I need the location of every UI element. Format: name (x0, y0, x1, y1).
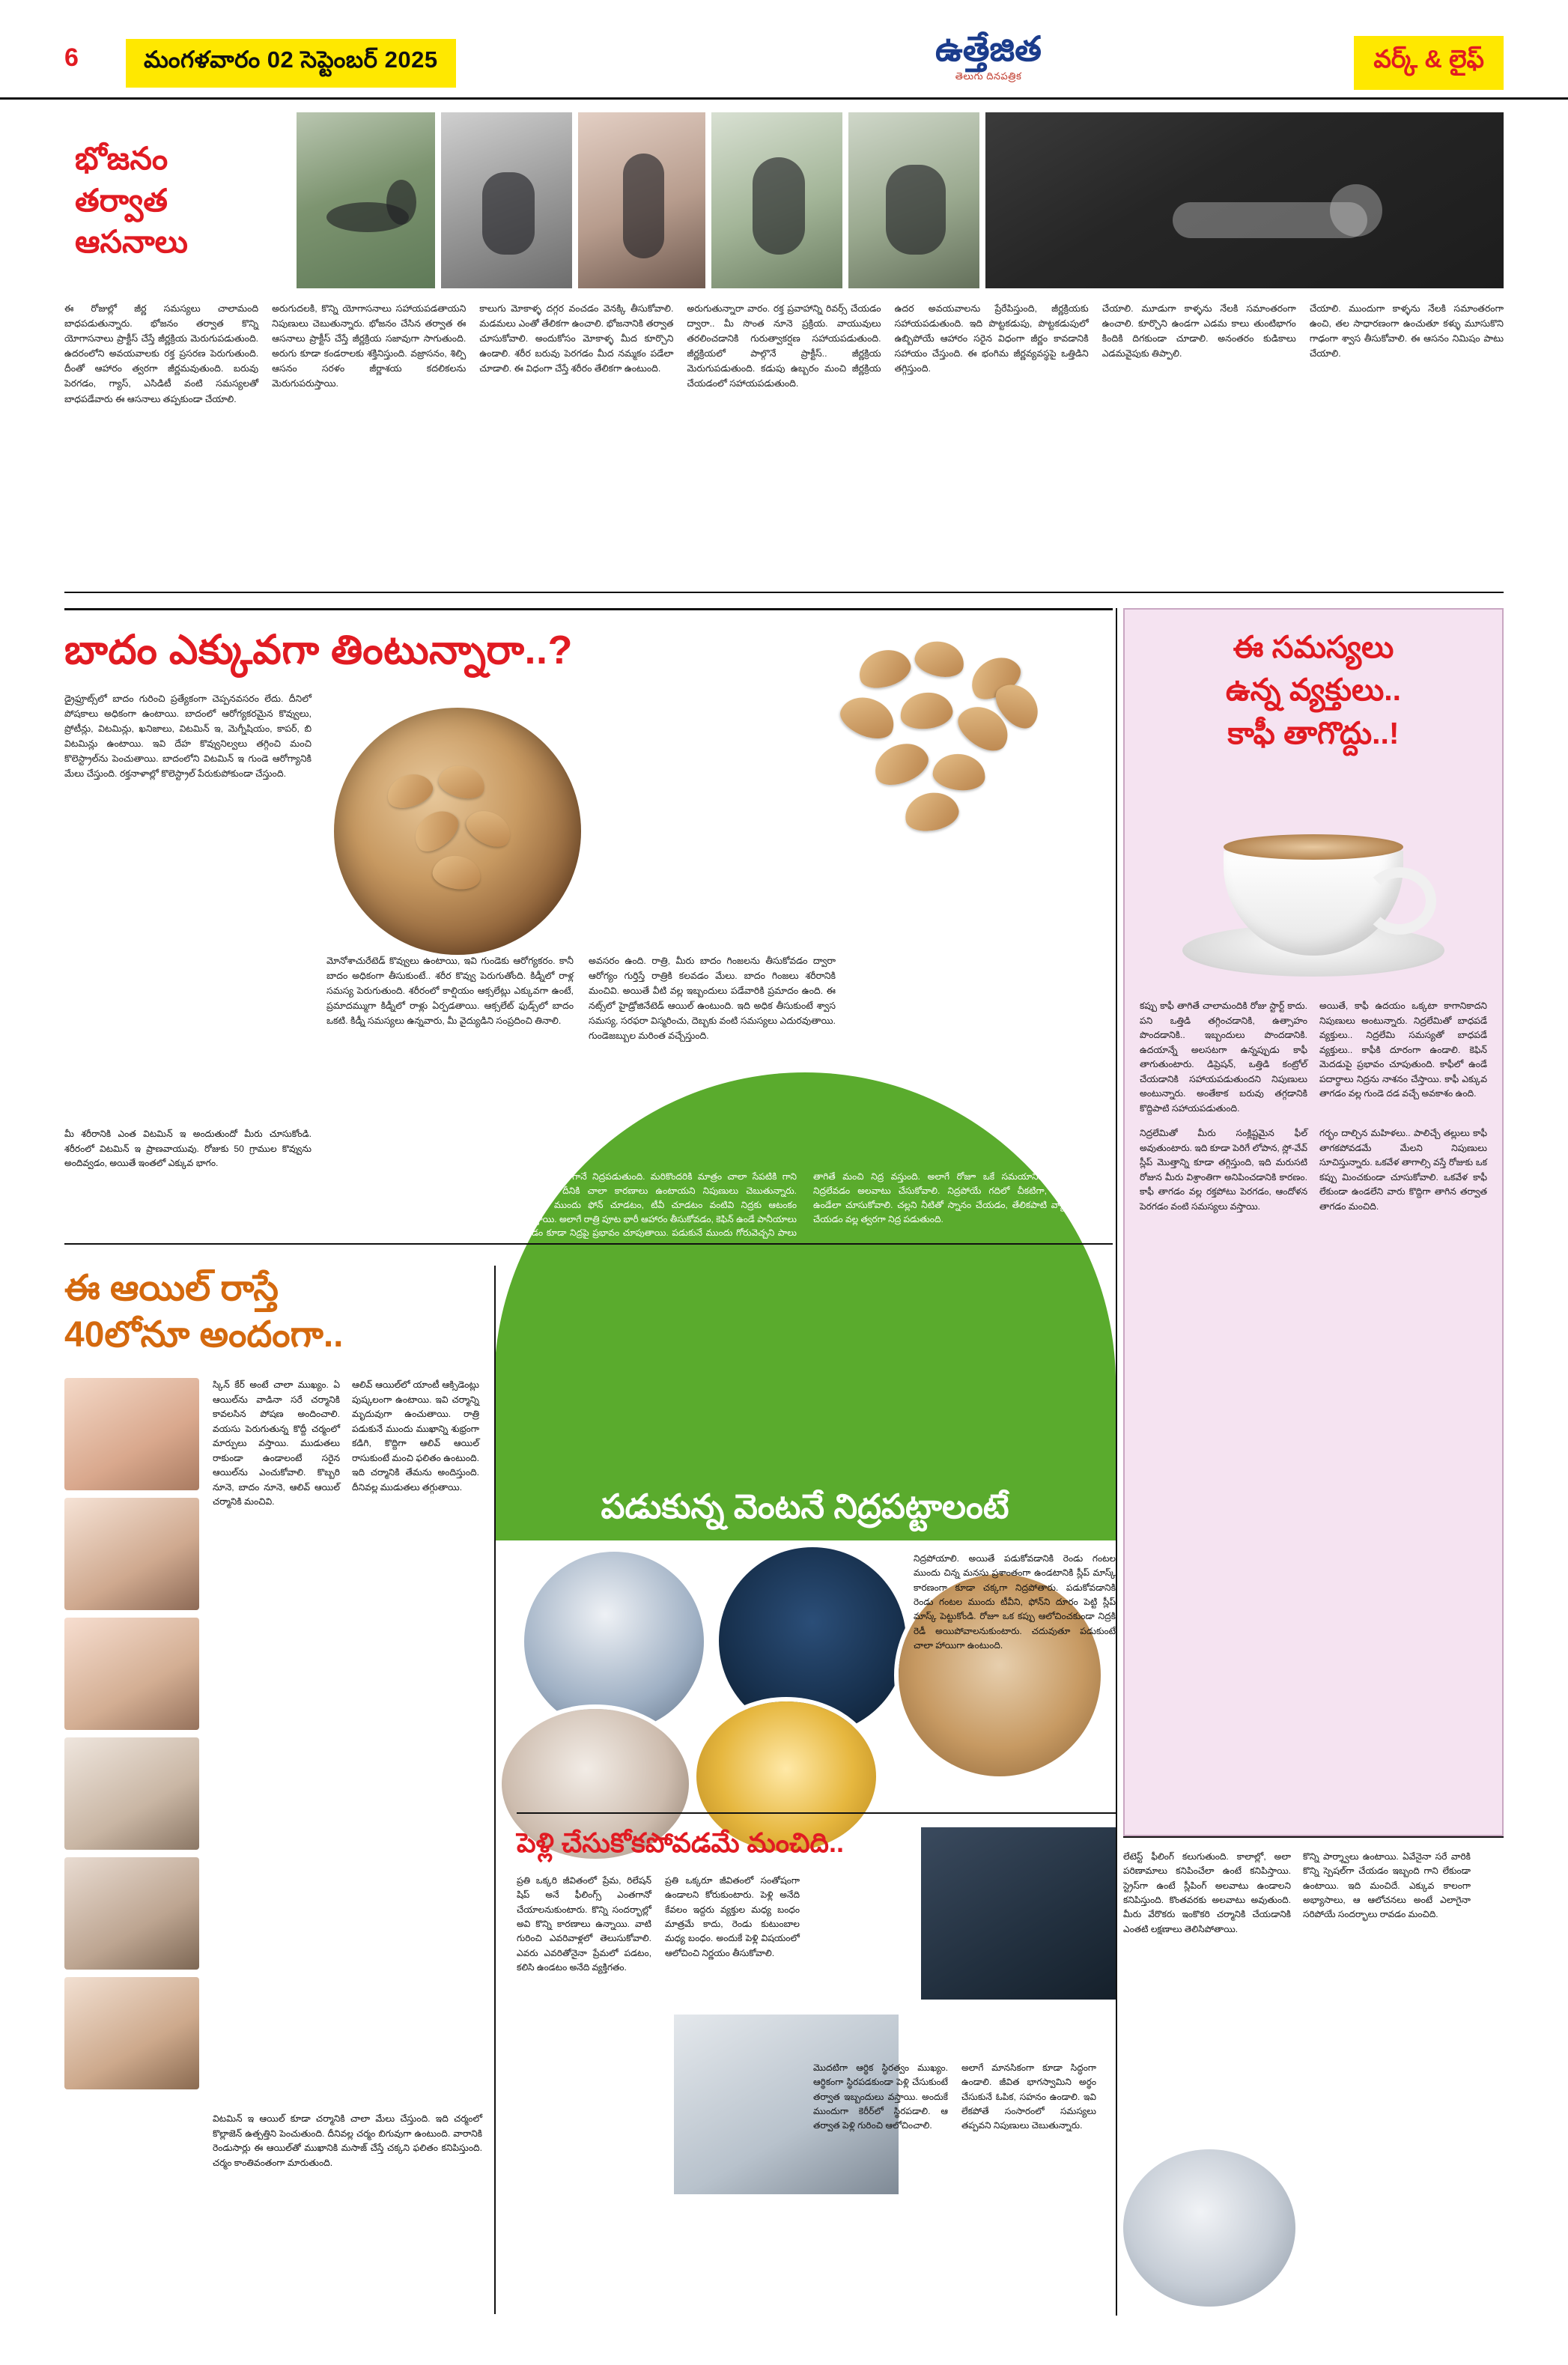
coffee-col-1: కప్పు కాఫీ తాగితే చాలామందికి రోజు స్టార్ట్ కాదు. పని ఒత్తిడి తగ్గించడానికి, ఉత్సాహం పొందడానికి.. ఇబ్బందులు పొందడానికి. ఉదయాన్నే అలసటగా ఉన్నప్పుడు కాఫీ తాగుతుంటారు. డిప్రెషన్, ఒత్తిడి కంట్రోల్ చేయడానికి సహాయపడుతుందని నిపుణులు అంటున్నారు. అంతేకాక బరువు తగ్గడానికి కొద్దిపాటి సహాయపడుతుంది. (1140, 1001, 1307, 1114)
yoga-headline-line1: భోజనం (75, 141, 168, 177)
sleep-article (494, 1072, 1116, 1836)
page-number: 6 (64, 43, 79, 72)
yoga-col-7: చేయాలి. ముందుగా కాళ్ళను నేలకి సమాంతరంగా ఉంచి, తల సాధారణంగా ఉంచుతూ కళ్ళు మూసుకొని గాఢంగా శ్వాస తీసుకోవాలి. ఈ ఆసనం నిమిషం పాటు చేయాలి. (1309, 303, 1504, 359)
almond-col-1: డ్రైఫ్రూట్స్‌లో బాదం గురించి ప్రత్యేకంగా చెప్పనవసరం లేదు. దీనిలో పోషకాలు అధికంగా ఉంటాయి. బాదంలో ఆరోగ్యకరమైన కొవ్వులు, ప్రోటీన్లు, విటమిన్లు, ఖనిజాలు, విటమిన్ ఇ, మెగ్నీషియం, కాపర్, బి విటమిన్లు ఉంటాయి. ఇవి దేహ కొవ్వునిల్వలు తగ్గించి మంచి కొలెస్ట్రాల్‌ను పెంచుతాయి. బాదంలోని విటమిన్ ఇ గుండె ఆరోగ్యానికి మేలు చేస్తుంది. రక్తనాళాల్లో కొలెస్ట్రాల్ పేరుకుపోకుండా చేస్తుంది. (64, 693, 312, 780)
oil-col-1: స్కిన్ కేర్ అంటే చాలా ముఖ్యం. ఏ ఆయిల్‌ను వాడినా సరే చర్మానికి కావలసిన పోషణ అందించాలి. వయసు పెరుగుతున్న కొద్దీ చర్మంలో మార్పులు వస్తాయి. ముడుతలు రాకుండా ఉండాలంటే సరైన ఆయిల్‌ను ఎంచుకోవాలి. కొబ్బరి నూనె, బాదం నూనె, ఆలివ్ ఆయిల్ చర్మానికి మంచివి. (213, 1379, 340, 1508)
oil-article (64, 1266, 484, 2314)
section-tag: వర్క్ & లైఫ్ (1354, 36, 1504, 90)
sleep-circle-text: కొందరికి పడుకోగానే నిద్రపడుతుంది. మరికొందరికి మాత్రం చాలా సేపటికి గాని నిద్రపట్టదు. దీనికి చాలా కారణాలు ఉంటాయని నిపుణులు చెబుతున్నారు. పడుకునే ముందు ఫోన్ చూడటం, టీవీ చూడటం వంటివి నిద్రకు ఆటంకం కలిగిస్తాయి. అలాగే రాత్రి పూట భారీ ఆహారం తీసుకోవడం, కెఫిన్ ఉండే పానీయాలు తాగడం కూడా నిద్రపై ప్రభావం చూపుతాయి. పడుకునే ముందు గోరువెచ్చని పాలు తాగితే మంచి నిద్ర వస్తుంది. అలాగే రోజూ ఒకే సమయానికి పడుకోవడం, నిద్రలేవడం అలవాటు చేసుకోవాలి. నిద్రపోయే గదిలో చీకటిగా, ప్రశాంతంగా ఉండేలా చూసుకోవాలి. చల్లని నీటితో స్నానం చేయడం, తేలికపాటి వ్యాయామం చేయడం వల్ల త్వరగా నిద్ర పడుతుంది. (517, 1171, 1093, 1239)
brand-name: ఉత్తేజిత (935, 29, 1042, 68)
marriage-col-4: అలాగే మానసికంగా కూడా సిద్ధంగా ఉండాలి. జీవిత భాగస్వామిని అర్థం చేసుకునే ఓపిక, సహనం ఉండాలి. ఇవి లేకపోతే సంసారంలో సమస్యలు తప్పవని నిపుణులు చెబుతున్నారు. (961, 2062, 1096, 2131)
yoga-photo-row (297, 112, 1504, 288)
coffee-col-2: అయితే, కాఫీ ఉదయం ఒక్కటా కాగానికాదని నిపుణులు అంటున్నారు. నిద్రలేమితో బాధపడే వ్యక్తులు.. నిద్రలేమి సమస్యతో బాధపడే వ్యక్తులు.. కాఫీకి దూరంగా ఉండాలి. కెఫిన్ మెదడుపై ప్రభావం చూపుతుంది. కాఫీలో ఉండే పదార్థాలు నిద్రను నాశనం చేస్తాయి. కాఫీ ఎక్కువ తాగడం వల్ల గుండె దడ వచ్చే అవకాశం ఉంది. (1319, 1001, 1487, 1099)
sleep-banner (494, 1481, 1116, 1540)
yoga-photo-3 (578, 112, 705, 288)
yoga-col-5: ఉదర అవయవాలను ప్రేరేపిస్తుంది, జీర్ణక్రియకు సహాయపడుతుంది. ఇది పొట్టకడుపు, పొట్టకడుపులో ఉబ్బిపోయే ఆహారం సరైన విధంగా జీర్ణం కావడానికి సహాయం చేస్తుంది. ఈ భంగిమ జీర్ణవ్యవస్థపై ఒత్తిడిని తగ్గిస్తుంది. (894, 303, 1089, 374)
coffee-body-top (1140, 999, 1487, 1116)
oil-body (64, 1378, 484, 2097)
bottom-right-col-1: లేటెస్ట్ ఫీలింగ్ కలుగుతుంది. కాలాల్లో, అలా పరిణామాలు కనిపించేలా ఉంటే కనిపిస్తాయి. స్ట్రెస్‌గా ఉంటే స్లీపింగ్ అలవాటు ఉండాలని కనిపిస్తుంది. కొంతవరకు అలవాటు అవుతుంది. మీరు వేరొకరు ఇంకొకరి చర్మానికి చేయడానికి ఎంతటి లక్షణాలు తెలిసిపోతాయి. (1123, 1851, 1291, 1934)
yoga-photo-6-wide (985, 112, 1504, 288)
yoga-photo-2 (441, 112, 572, 288)
yoga-photo-4 (711, 112, 842, 288)
latte-art-shape (1224, 834, 1403, 860)
masthead (0, 0, 1568, 100)
coffee-headline (1140, 626, 1487, 755)
brand-subtitle: తెలుగు దినపత్రిక (955, 70, 1022, 82)
yoga-headline-line3: ఆసనాలు (75, 224, 188, 260)
oil-photo-3 (64, 1618, 199, 1730)
yoga-headline-line2: తర్వాత (75, 182, 168, 218)
oil-headline-line1: ఈ ఆయిల్ రాస్తే (64, 1269, 279, 1308)
yoga-photo-1 (297, 112, 435, 288)
sleep-green-circle (494, 1072, 1116, 1492)
coffee-body-bottom (1140, 1126, 1487, 1214)
oil-photo-4 (64, 1737, 199, 1850)
yoga-col-2: అరుగుదలకి, కొన్ని యోగాసనాలు సహాయపడతాయని నిపుణులు చెబుతున్నారు. భోజనం చేసిన తర్వాత ఈ ఆసనాలు ప్రాక్టీస్ చేస్తే జీర్ణక్రియ సజావుగా సాగుతుంది. అరుగు కూడా కండరాలకు శక్తినిస్తుంది. వజ్రాసనం, శిల్పి ఆసనం సరళం జీర్ణాశయ కదలికలను మెరుగుపరుస్తాయి. (272, 303, 467, 389)
yoga-photo-band (64, 112, 1504, 292)
oil-col-2: ఆలివ్ ఆయిల్‌లో యాంటీ ఆక్సిడెంట్లు పుష్కలంగా ఉంటాయి. ఇవి చర్మాన్ని మృదువుగా ఉంచుతాయి. రాత్రి పడుకునే ముందు ముఖాన్ని శుభ్రంగా కడిగి, కొద్దిగా ఆలివ్ ఆయిల్ రాసుకుంటే మంచి ఫలితం ఉంటుంది. ఇది చర్మానికి తేమను అందిస్తుంది. దీనివల్ల ముడుతలు తగ్గుతాయి. (352, 1379, 479, 1493)
coffee-col-3: నిద్రలేమితో మీరు సంక్లిష్టమైన ఫీల్ అవుతుంటారు. ఇది కూడా పెరిగే లోపాన, స్లో-వేవ్ స్లీప్ మొత్తాన్ని కూడా తగ్గిస్తుంది, ఇది మరుసటి రోజున మీరు విశ్రాంతిగా అనిపించడానికి కారణం. కాఫీ తాగడం వల్ల రక్తపోటు పెరగడం, ఆందోళన పెరగడం వంటి సమస్యలు వస్తాయి. (1140, 1128, 1307, 1212)
almond-body (64, 691, 1113, 1044)
marriage-article (517, 1827, 1116, 2322)
coffee-article (1123, 608, 1504, 1836)
brand-logo (884, 31, 1093, 85)
yoga-headline (64, 112, 289, 288)
oil-photo-2 (64, 1498, 199, 1610)
yoga-col-1: ఈ రోజుల్లో జీర్ణ సమస్యలు చాలామంది బాధపడుతున్నారు. భోజనం తర్వాత కొన్ని యోగాసనాలు ప్రాక్టీస్ చేస్తే జీర్ణక్రియ మెరుగుపడుతుంది. ఉదరంలోని అవయవాలకు రక్త ప్రసరణ పెరుగుతుంది. దీంతో ఆహారం త్వరగా జీర్ణమవుతుంది. బరువు పెరగడం, గ్యాస్, ఎసిడిటీ వంటి సమస్యలతో బాధపడేవారు ఈ ఆసనాలు తప్పకుండా చేయాలి. (64, 303, 259, 404)
marriage-col-1: ప్రతి ఒక్కరి జీవితంలో ప్రేమ, రిలేషన్ షిప్ అనే ఫీలింగ్స్ ఎంతగానో చేయాలనుకుంటారు. కొన్ని సందర్భాల్లో అవి కొన్ని కారణాలు ఉన్నాయి. వాటి గురించి ఎవరివాళ్లలో తెలుసుకోవాలి. ఎవరు ఎవరితోనైనా ప్రేమలో పడటం, కలిసి ఉండటం అనేది వ్యక్తిగతం. (517, 1875, 651, 1973)
bottom-right-photo (1123, 2149, 1295, 2307)
oil-photo-1 (64, 1378, 199, 1490)
marriage-headline: పెళ్లి చేసుకోకపోవడమే మంచిది.. (517, 1827, 844, 1858)
bottom-right-col-2: కొన్ని పార్శ్వాలు ఉంటాయి. ఏవేనైనా సరే వారికి కొన్ని స్పెషల్‌గా చేయడం ఇబ్బంది గాని లేకుండా ఉంటాయి. ఇది మంచిదే. ఎక్కువ కాలంగా అభ్యాసాలు, ఆ ఆలోచనలు అంటే ఎలాగైనా సరిపోయే సందర్భాలు రావడం మంచిది. (1303, 1851, 1471, 1920)
divider-vertical-left (494, 1266, 496, 2314)
date-strip: మంగళవారం 02 సెప్టెంబర్ 2025 (126, 39, 456, 88)
sleep-banner-label: పడుకున్న వెంటనే నిద్రపట్టాలంటే (601, 1487, 1009, 1525)
divider-top (64, 592, 1504, 593)
sleep-side-text: నిద్రపోయాలి. అయితే పడుకోవడానికి రెండు గంటల ముందు చిన్న మనసు ప్రశాంతంగా ఉండటానికి స్లీప్ మాస్క్ కారణంగా కూడా చక్కగా నిద్రపోతారు. పడుకోవడానికి రెండు గంటల ముందు టీవీని, ఫోన్‌ని దూరం పెట్టి స్లీప్ మాస్క్ పెట్టుకోండి. రోజూ ఒక కప్పు ఆలోచించకుండా నిద్రకి రెడీ అయిపోవాలనుకుంటారు. చదువుతూ పడుకుంటే చాలా హాయిగా ఉంటుంది. (914, 1553, 1116, 1651)
coffee-headline-line3: కాఫీ తాగొద్దు..! (1227, 715, 1400, 750)
oil-photo-5 (64, 1857, 199, 1970)
oil-headline (64, 1266, 484, 1359)
almond-col-3: అవసరం ఉంది. రాత్రి, మీరు బాదం గింజలను తీసుకోవడం ద్వారా ఆరోగ్యం గుర్తిస్తే రాత్రికి కలవడం మేలు. బాదం గింజలు శరీరానికి మంచివి. అయితే వీటి వల్ల ఇబ్బందులు పడేవారికి ప్రమాదం ఉంది. ఈ నట్స్‌లో హైడ్రోజినేటెడ్ ఆయిల్ ఉంటుంది. ఇది అధిక తీసుకుంటే శ్వాస సమస్య, సరఫరా విస్మరించు, దెబ్బకు వంటి సమస్యలు ఎదురవుతాయి. గుండెజబ్బుల మరింత వచ్చేస్తుంది. (589, 956, 836, 1042)
yoga-col-6: చేయాలి. మూడుగా కాళ్ళను నేలకి సమాంతరంగా ఉంచాలి. కూర్చొని ఉండగా ఎడమ కాలు తుంటిభాగం కిందికి దిగకుండా చూడాలి. అనంతరం కుడికాలు ఎడమవైపుకు తిప్పాలి. (1101, 303, 1296, 359)
coffee-headline-line2: ఉన్న వ్యక్తులు.. (1225, 673, 1402, 708)
sleep-photo-1 (524, 1552, 704, 1731)
marriage-col-3: మొదటిగా ఆర్థిక స్థిరత్వం ముఖ్యం. ఆర్థికంగా స్థిరపడకుండా పెళ్లి చేసుకుంటే తర్వాత ఇబ్బందులు వస్తాయి. అందుకే ముందుగా కెరీర్‌లో స్థిరపడాలి. ఆ తర్వాత పెళ్లి గురించి ఆలోచించాలి. (813, 2062, 948, 2131)
oil-headline-line2: 40లోనూ అందంగా.. (64, 1315, 344, 1355)
divider-bottom-right (1123, 1836, 1504, 1838)
coffee-headline-line1: ఈ సమస్యలు (1233, 630, 1394, 664)
yoga-col-4: అరుగుతున్నారా వారం. రక్త ప్రవాహాన్ని రివర్స్ చేయడం ద్వారా.. మీ సొంత నూనె ప్రక్రియ. వాయువులు తరలించడానికి గురుత్వాకర్షణ సహాయపడుతుంది. జీర్ణక్రియలో పాల్గొనే ప్రాక్టీస్.. జీర్ణక్రియ మెరుగుపడుతుంది. కడుపు ఉబ్బరం మంచి జీర్ణక్రియ చేయడంలో సహాయపడుతుంది. (687, 303, 881, 389)
almond-col-2: మోనోశాచురేటెడ్ కొవ్వులు ఉంటాయి, ఇవి గుండెకు ఆరోగ్యకరం. కానీ బాదం అధికంగా తీసుకుంటే.. శరీర కొవ్వు పెరుగుతోంది. కిడ్నీలో రాళ్ల సమస్య పెరుగుతుంది. శరీరంలో కాల్షియం ఆక్సలేట్లు ఎక్కువగా ఉంటే, ప్రమాదమ్ముగా కిడ్నీలో రాళ్లు ఏర్పడతాయి. ఆక్సలేట్ ఫుడ్స్‌లో బాదం ఒకటి. కిడ్నీ సమస్యలు ఉన్నవారు, మీ వైద్యుడిని సంప్రదించి తినాలి. (326, 956, 574, 1027)
marriage-col-2: ప్రతి ఒక్కరూ జీవితంలో సంతోషంగా ఉండాలని కోరుకుంటారు. పెళ్లి అనేది కేవలం ఇద్దరు వ్యక్తుల మధ్య బంధం మాత్రమే కాదు, రెండు కుటుంబాల మధ్య బంధం. అందుకే పెళ్లి విషయంలో ఆలోచించి నిర్ణయం తీసుకోవాలి. (665, 1875, 800, 1958)
oil-photo-column (64, 1378, 199, 2097)
marriage-body (517, 1874, 1116, 2134)
coffee-cup-photo (1152, 767, 1474, 992)
divider-vertical-right (1116, 608, 1117, 2316)
yoga-photo-5 (848, 112, 979, 288)
divider-almond-bottom (64, 1243, 1113, 1245)
oil-col-3: విటమిన్ ఇ ఆయిల్ కూడా చర్మానికి చాలా మేలు చేస్తుంది. ఇది చర్మంలో కొల్లాజెన్ ఉత్పత్తిని పెంచుతుంది. దీనివల్ల చర్మం బిగువుగా ఉంటుంది. వారానికి రెండుసార్లు ఈ ఆయిల్‌తో ముఖానికి మసాజ్ చేస్తే చక్కని ఫలితం కనిపిస్తుంది. చర్మం కాంతివంతంగా మారుతుంది. (213, 2113, 482, 2168)
oil-text-columns (213, 1378, 479, 2097)
oil-photo-6 (64, 1977, 199, 2089)
yoga-col-3: కాలుగు మోకాళ్ళ దగ్గర వంచడం వెనక్కి తీసుకోవాలి. మడమలు ఎంతో తేలికగా ఉంచాలి. భోజనానికి తర్వాత చూసుకోవాలి. అందుకోసం మోకాళ్ళ మీద కూర్చొని ఉండాలి. శరీర బరువు పెరగడం మీద నమ్మకం పడేలా చూడాలి. ఈ విధంగా చేస్తే శరీరం తేలికగా ఉంటుంది. (479, 303, 674, 374)
divider-marriage-top (517, 1812, 1116, 1814)
almond-headline: బాదం ఎక్కువగా తింటున్నారా..? (64, 628, 573, 673)
almond-note: మీ శరీరానికి ఎంత విటమిన్ ఇ అందుతుందో మీరు చూసుకోండి. శరీరంలో విటమిన్ ఇ ప్రాణవాయువు. రోజుకు 50 గ్రాముల కొవ్వును అందివ్వడం, అయితే ఇంతలో ఎక్కువ భాగం. (64, 1129, 312, 1169)
yoga-article-body (64, 301, 1504, 586)
coffee-col-4: గర్భం దాల్చిన మహిళలు.. పాలిచ్చే తల్లులు కాఫీ తాగకపోవడమే మేలని నిపుణులు సూచిస్తున్నారు. ఒకవేళ తాగాల్సి వస్తే రోజుకు ఒక కప్పు మించకుండా చూసుకోవాలి. ఒకవేళ కాఫీ లేకుండా ఉండలేని వారు కొద్దిగా తాగిన తర్వాత తాగడం మంచిది. (1319, 1128, 1487, 1212)
